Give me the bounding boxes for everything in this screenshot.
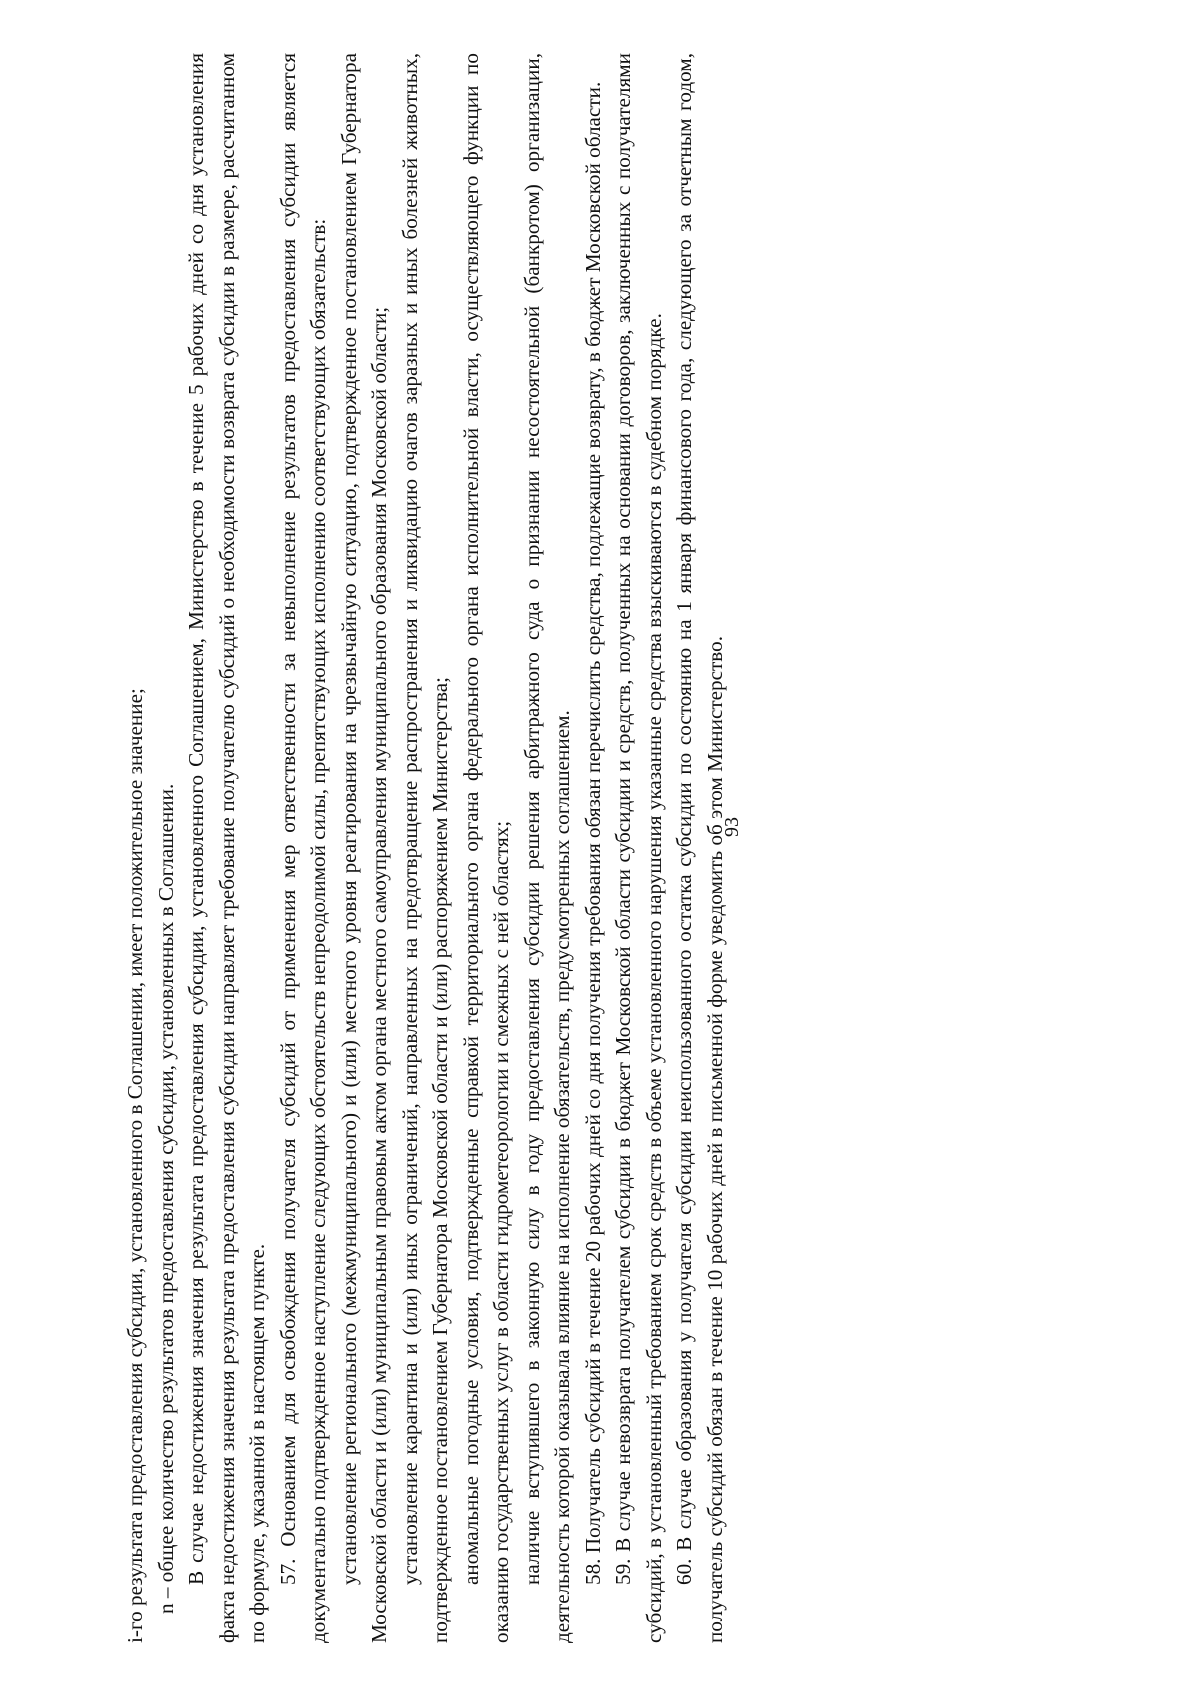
paragraph: наличие вступившего в законную силу в году предоставления субсидии решения арбитражного суда о признании несостоятельной (банкротом) организации, деятельность которой оказывала влияние на исполнение обязательств, предусмотренных соглашением. bbox=[519, 53, 574, 1643]
paragraph: аномальные погодные условия, подтвержденные справкой территориального органа федерального органа исполнительной власти, осуществляющего функции по оказанию государственных услуг в области гидрометеорологии и смежных с ней областях; bbox=[458, 53, 513, 1643]
paragraph-clause-60: 60. В случае образования у получателя субсидии неиспользованного остатка субсидии по состоянию на 1 января финансового года, следующего за отчетным годом, получатель субсидий обязан в течение 10 рабочих дней в письменной форме уведомить об этом Министерство. bbox=[672, 53, 727, 1643]
page-number: 93 bbox=[721, 817, 743, 837]
paragraph: i-го результата предоставления субсидии, установленного в Соглашении, имеет положительное значение; bbox=[123, 688, 147, 1643]
paragraph: n – общее количество результатов предоставления субсидии, установленных в Соглашении. bbox=[153, 783, 178, 1614]
paragraph-clause-57: 57. Основанием для освобождения получателя субсидий от применения мер ответственности за невыполнение результатов предоставления субсидии является документально подтвержденное наступление следующих обстоятельств непреодолимой силы, препятствующих исполнению соответствующих обязательств: bbox=[275, 53, 330, 1643]
paragraph-clause-59: 59. В случае невозврата получателем субсидии в бюджет Московской области субсидии и средств, полученных на основании договоров, заключенных с получателями субсидий, в установленный требованием срок средств в объеме установленного нарушения указанные средства взыскиваются в судебном порядке. bbox=[611, 53, 666, 1643]
paragraph: В случае недостижения значения результата предоставления субсидии, установленного Соглашением, Министерство в течение 5 рабочих дней со дня установления факта недостижения значения результата предоставления субсидии направляет требование получателю субсидий о необходимости возврата субсидии в размере, рассчитанном по формуле, указанной в настоящем пункте. bbox=[184, 53, 269, 1643]
paragraph: установление карантина и (или) иных ограничений, направленных на предотвращение распространения и ликвидацию очагов заразных и иных болезней животных, подтвержденное постановлением Губернатора Московской области и (или) распоряжением Министерства; bbox=[397, 53, 452, 1643]
document-body bbox=[120, 53, 1080, 1643]
paragraph: установление регионального (межмуниципального) и (или) местного уровня реагирования на чрезвычайную ситуацию, подтвержденное постановлением Губернатора Московской области и (или) муниципальным правовым актом органа местного самоуправления муниципального образования Московской области; bbox=[336, 53, 391, 1643]
paragraph-clause-58: 58. Получатель субсидий в течение 20 рабочих дней со дня получения требования обязан перечислить средства, подлежащие возврату, в бюджет Московской области. bbox=[580, 81, 605, 1585]
